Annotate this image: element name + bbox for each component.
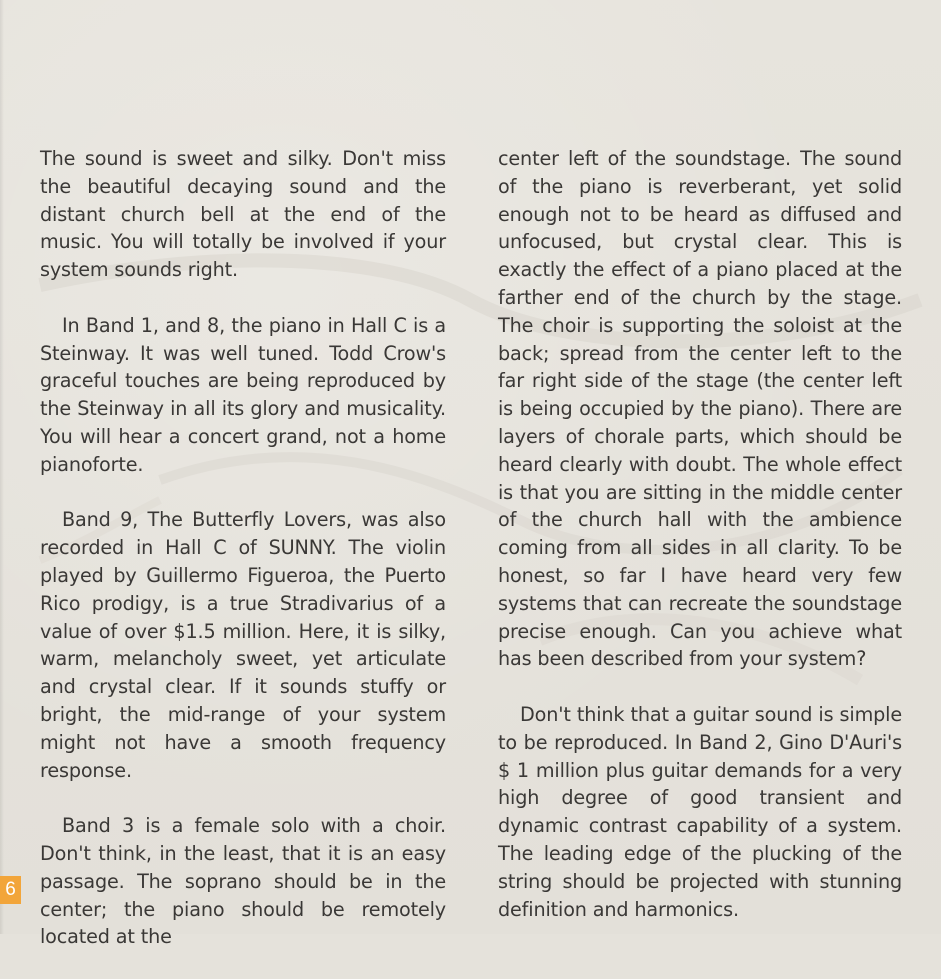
left-paragraph-2: In Band 1, and 8, the piano in Hall C is a Steinway. It was well tuned. Todd Crow's graceful touches are being reproduced by the Steinway in all its glory and musicality. You will hear a concert grand, not a home pianoforte.: [40, 313, 446, 476]
right-column: [498, 145, 902, 951]
left-paragraph-1: The sound is sweet and silky. Don't miss the beautiful decaying sound and the distant church bell at the end of the music. You will totally be involved if your system sounds right.: [40, 147, 446, 282]
page-number-tab: 6: [0, 876, 21, 904]
left-column: [40, 145, 446, 979]
right-paragraph-2: Don't think that a guitar sound is simple to be reproduced. In Band 2, Gino D'Auri's $ 1 million plus guitar demands for a very high degree of good transient and dynamic contrast capability of a system. The leading edge of the plucking of the string should be projected with stunning definition and harmonics.: [498, 702, 902, 921]
left-paragraph-4: Band 3 is a female solo with a choir. Don't think, in the least, that it is an easy passage. The soprano should be in the center; the piano should be remotely located at the: [40, 814, 446, 949]
page-edge-shadow: [0, 0, 4, 934]
left-paragraph-3: Band 9, The Butterfly Lovers, was also recorded in Hall C of SUNNY. The violin played by Guillermo Figueroa, the Puerto Rico prodigy, is a true Stradivarius of a value of over $1.5 million. Here, it is silky, warm, melancholy sweet, yet articulate and crystal clear. If it sounds stuffy or bright, the mid-range of your system might not have a smooth frequency response.: [40, 508, 446, 782]
right-paragraph-1: center left of the soundstage. The sound of the piano is reverberant, yet solid enough not to be heard as diffused and unfocused, but crystal clear. This is exactly the effect of a piano placed at the farther end of the church by the stage. The choir is supporting the soloist at the back; spread from the center left to the far right side of the stage (the center left is being occupied by the piano). There are layers of chorale parts, which should be heard clearly with doubt. The whole effect is that you are sitting in the middle center of the church hall with the ambience coming from all sides in all clarity. To be honest, so far I have heard very few systems that can recreate the soundstage precise enough. Can you achieve what has been described from your system?: [498, 147, 902, 671]
